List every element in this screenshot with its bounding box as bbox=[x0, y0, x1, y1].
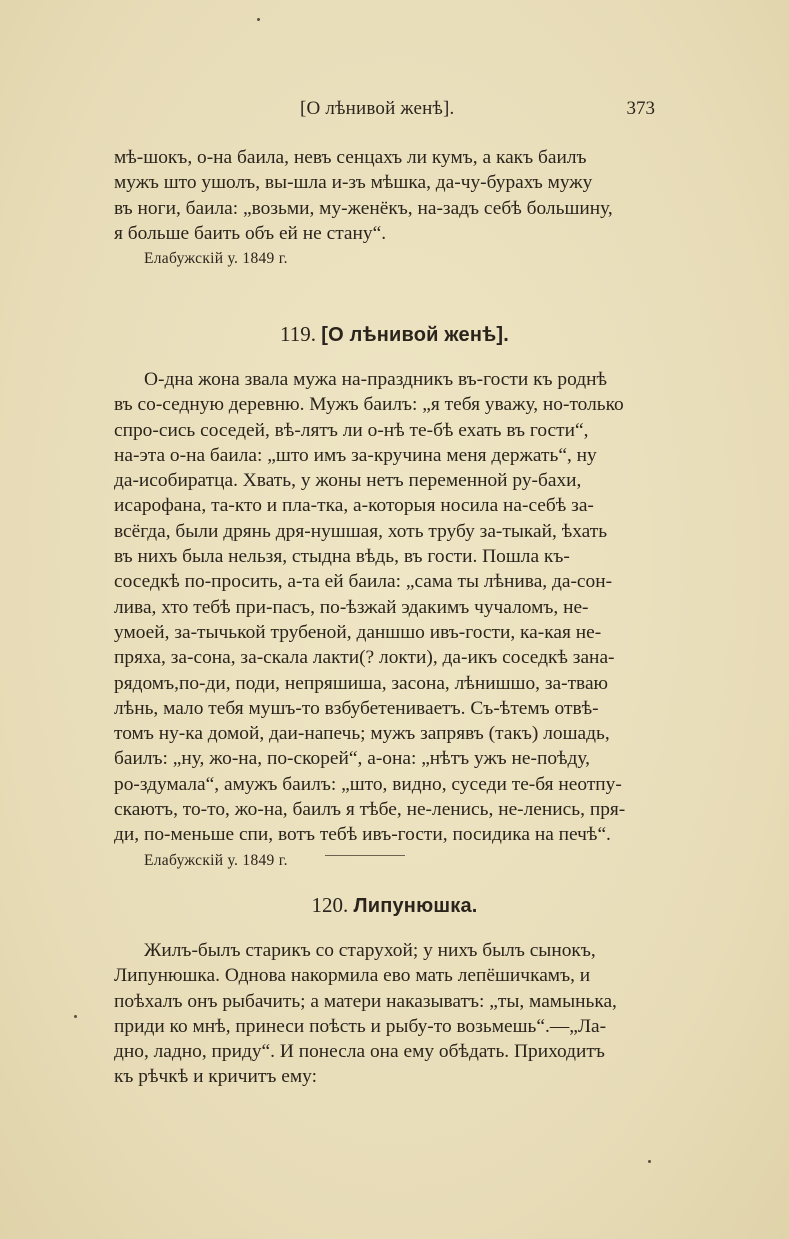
print-speck bbox=[257, 18, 260, 21]
text-line: я больше баить объ ей не стану“. bbox=[114, 222, 387, 244]
text-line: мѣ-шокъ, о-на баила, невъ сенцахъ ли кумъ, а какъ баилъ bbox=[114, 147, 587, 168]
text-line: томъ ну-ка домой, даи-напечь; мужъ запрявъ (такъ) лошадь, bbox=[114, 723, 610, 745]
text-line: дно, ладно, приду“. И понесла она ему обѣдать. Приходитъ bbox=[114, 1041, 605, 1063]
running-head bbox=[0, 98, 789, 128]
text-line: всёгда, были дрянь дря-нушшая, хоть трубу за-тыкай, ѣхать bbox=[114, 520, 608, 542]
print-speck bbox=[648, 1160, 651, 1163]
text-line: ди, по-меньше спи, вотъ тебѣ ивъ-гости, посидика на печѣ“. bbox=[114, 824, 611, 846]
text-line: соседкѣ по-просить, а-та ей баила: „сама ты лѣнива, да-сон- bbox=[114, 571, 613, 593]
tale-119-heading bbox=[0, 322, 789, 347]
tale-title: Липунюшка. bbox=[353, 895, 478, 917]
text-line: О-дна жона звала мужа на-праздникъ въ-гости къ роднѣ bbox=[144, 369, 607, 390]
text-line: исарофана, та-кто и пла-тка, а-которыя носила на-себѣ за- bbox=[114, 495, 594, 517]
text-line: умоей, за-тычькой трубеной, даншшо ивъ-гости, ка-кая не- bbox=[114, 621, 602, 643]
continuation-text bbox=[114, 145, 652, 271]
text-line: ро-здумала“, амужъ баилъ: „што, видно, суседи те-бя неотпу- bbox=[114, 773, 622, 795]
source-note: Елабужскій у. 1849 г. bbox=[144, 851, 288, 869]
tale-119-body bbox=[114, 367, 652, 873]
tale-number: 119. bbox=[279, 322, 316, 346]
page-number: 373 bbox=[626, 98, 655, 119]
text-line: въ ноги, баила: „возьми, му-женёкъ, на-задъ себѣ большину, bbox=[114, 197, 613, 219]
text-line: пряха, за-сона, за-скала лакти(? локти), да-икъ соседкѣ зана- bbox=[114, 647, 615, 669]
text-line: рядомъ,по-ди, поди, непряшиша, засона, лѣнишшо, за-тваю bbox=[114, 672, 609, 694]
text-line: спро-сись соседей, вѣ-лятъ ли о-нѣ те-бѣ ехать въ гости“, bbox=[114, 419, 589, 441]
tale-number: 120. bbox=[311, 893, 349, 917]
running-title: [О лѣнивой женѣ]. bbox=[300, 98, 455, 119]
text-line: скаютъ, то-то, жо-на, баилъ я тѣбе, не-ленись, не-ленись, пря- bbox=[114, 799, 626, 821]
text-line: въ нихъ была нельзя, стыдна вѣдь, въ гости. Пошла къ- bbox=[114, 546, 570, 568]
text-line: Липунюшка. Однова накормила ево мать лепёшичкамъ, и bbox=[114, 965, 591, 987]
tale-title: [О лѣнивой женѣ]. bbox=[321, 324, 510, 346]
text-line: приди ко мнѣ, принеси поѣсть и рыбу-то возьмешь“.—„Ла- bbox=[114, 1015, 607, 1037]
text-line: лѣнь, мало тебя мушъ-то взбубетениваетъ. Съ-ѣтемъ отвѣ- bbox=[114, 697, 599, 719]
tale-120-heading bbox=[0, 893, 789, 918]
text-line: поѣхалъ онъ рыбачить; а матери наказыватъ: „ты, мамынька, bbox=[114, 990, 617, 1012]
tale-120-body bbox=[114, 938, 652, 1090]
text-line: лива, хто тебѣ при-пасъ, по-ѣзжай эдакимъ чучаломъ, не- bbox=[114, 596, 589, 618]
text-line: къ рѣчкѣ и кричитъ ему: bbox=[114, 1066, 317, 1088]
text-line: мужъ што ушолъ, вы-шла и-зъ мѣшка, да-чу-бурахъ мужу bbox=[114, 172, 593, 194]
text-line: въ со-седную деревню. Мужъ баилъ: „я тебя уважу, но-только bbox=[114, 394, 624, 416]
text-line: на-эта о-на баила: „што имъ за-кручина меня держать“, ну bbox=[114, 444, 597, 466]
print-speck bbox=[74, 1015, 77, 1018]
text-line: баилъ: „ну, жо-на, по-скорей“, а-она: „нѣтъ ужъ не-поѣду, bbox=[114, 748, 591, 770]
source-note: Елабужскій у. 1849 г. bbox=[144, 250, 288, 268]
text-line: да-исобиратца. Хвать, у жоны нетъ переменной ру-бахи, bbox=[114, 470, 582, 492]
text-line: Жилъ-былъ старикъ со старухой; у нихъ былъ сынокъ, bbox=[144, 940, 596, 961]
section-divider bbox=[325, 855, 405, 856]
